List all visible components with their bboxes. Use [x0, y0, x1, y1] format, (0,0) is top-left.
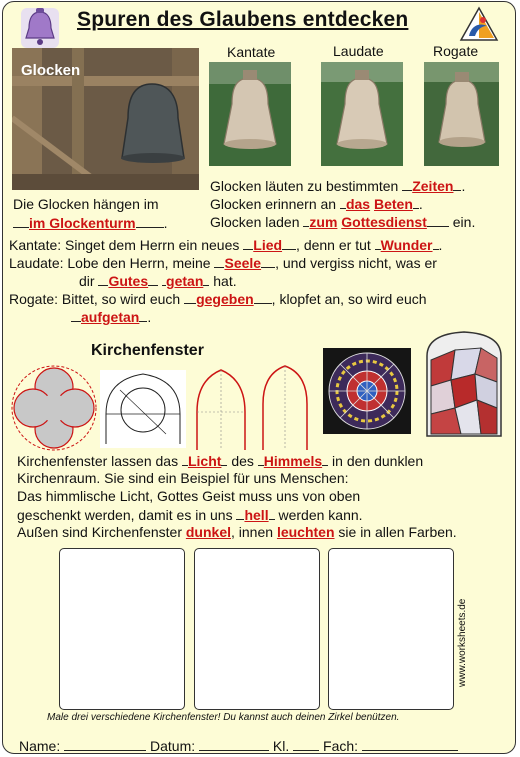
watermark: www.worksheets.de [457, 598, 468, 687]
datum-field[interactable] [199, 736, 269, 751]
verse-kantate-text: Kantate: Singet dem Herrn ein neues [9, 237, 240, 253]
punctuation: . [163, 215, 168, 231]
answer-licht: Licht [187, 453, 222, 469]
page-title: Spuren des Glaubens entdecken [77, 8, 409, 31]
church-bell-photo [12, 48, 199, 190]
bell-name-rogate: Rogate [433, 43, 479, 59]
name-field[interactable] [64, 736, 146, 751]
glocken-line-1-text: Glocken läuten zu bestimmten [210, 178, 399, 194]
fenster-line-1-text: Kirchenfenster lassen das [17, 453, 179, 469]
glocken-intro [13, 195, 159, 213]
answer-gottesdienst: Gottesdienst [341, 214, 427, 230]
glocken-line-1 [210, 176, 465, 195]
verse-laudate-mid: , und vergiss nicht, was er [275, 255, 437, 271]
glocken-line-2-text: Glocken erinnern an [210, 196, 337, 212]
fenster-line-2: Kirchenraum. Sie sind ein Beispiel für uns Menschen: [17, 470, 349, 486]
glocken-intro-answer-line [13, 213, 167, 232]
answer-beten: Beten [373, 196, 413, 212]
gothic-arch-icon-2 [257, 364, 313, 452]
klasse-label: Kl. [272, 738, 290, 754]
verse-laudate [9, 253, 437, 272]
kirchenfenster-heading: Kirchenfenster [91, 342, 204, 359]
fenster-line-4 [17, 505, 363, 524]
answer-himmels: Himmels [263, 453, 323, 469]
arch-construction-icon [100, 370, 186, 448]
punctuation: . [461, 178, 466, 194]
worksheet [2, 1, 516, 754]
fenster-line-4-text: geschenkt werden, damit es in uns [17, 507, 233, 523]
worksheets-logo-icon [459, 6, 499, 42]
punctuation: . [147, 309, 152, 325]
fenster-line-5 [17, 523, 457, 541]
drawing-instruction: Male drei verschiedene Kirchenfenster! Du kannst auch deinen Zirkel benützen. [47, 712, 400, 723]
fenster-line-1-mid: des [231, 453, 254, 469]
fenster-line-1-end: in den dunklen [332, 453, 424, 469]
punctuation: . [438, 237, 443, 253]
answer-das: das [345, 196, 371, 212]
drawing-box-3[interactable] [328, 548, 454, 710]
answer-wunder: Wunder [380, 237, 433, 253]
answer-zeiten: Zeiten [412, 178, 454, 194]
verse-laudate-2-text: dir [79, 273, 95, 289]
stained-glass-window-icon [425, 330, 503, 438]
fenster-line-1 [17, 451, 423, 470]
bell-name-kantate: Kantate [227, 44, 276, 60]
answer-seele: Seele [224, 255, 262, 271]
answer-glockenturm: im Glockenturm [29, 215, 136, 231]
verse-laudate-2-end: hat. [213, 273, 237, 289]
drawing-box-2[interactable] [194, 548, 320, 710]
answer-gutes: Gutes [108, 273, 149, 289]
answer-getan: getan [166, 273, 204, 289]
answer-gegeben: gegeben [196, 291, 254, 307]
answer-aufgetan: aufgetan [81, 309, 140, 325]
punctuation: . [418, 196, 423, 212]
glocken-intro-text: Die Glocken hängen im [13, 196, 159, 212]
quatrefoil-window-icon [9, 364, 99, 452]
verse-laudate-text: Laudate: Lobe den Herrn, meine [9, 255, 211, 271]
glocken-line-3-end: ein. [452, 214, 476, 230]
photo-label-glocken: Glocken [21, 62, 81, 79]
fenster-line-5-end: sie in allen Farben. [338, 524, 457, 540]
rose-window-icon [323, 348, 411, 434]
fach-field[interactable] [362, 736, 458, 751]
answer-leuchten: leuchten [276, 524, 335, 540]
verse-rogate-text: Rogate: Bittet, so wird euch [9, 291, 181, 307]
answer-dunkel: dunkel [185, 524, 231, 540]
verse-laudate-2 [79, 271, 237, 290]
fenster-line-5-mid: , innen [231, 524, 274, 540]
bell-photo-rogate [424, 62, 499, 166]
footer [19, 736, 458, 754]
glocken-line-2 [210, 194, 423, 213]
fenster-line-5-text: Außen sind Kirchenfenster [17, 524, 182, 540]
verse-rogate-mid: , klopfet an, so wird euch [271, 291, 427, 307]
bell-photo-kantate [209, 62, 291, 166]
datum-label: Datum: [150, 738, 196, 754]
answer-lied: Lied [253, 237, 283, 253]
glocken-line-3 [210, 212, 475, 231]
answer-hell: hell [244, 507, 269, 523]
verse-kantate [9, 235, 442, 254]
answer-zum: zum [309, 214, 338, 230]
fenster-line-3: Das himmlische Licht, Gottes Geist muss uns von oben [17, 488, 361, 504]
gothic-arch-icon [191, 368, 251, 452]
verse-rogate-2 [71, 307, 151, 326]
name-label: Name: [19, 738, 61, 754]
klasse-field[interactable] [293, 736, 319, 751]
fach-label: Fach: [323, 738, 359, 754]
drawing-box-1[interactable] [59, 548, 185, 710]
bell-name-laudate: Laudate [333, 43, 384, 59]
verse-rogate [9, 289, 427, 308]
glocken-line-3-text: Glocken laden [210, 214, 300, 230]
verse-kantate-mid: , denn er tut [296, 237, 371, 253]
bell-photo-laudate [321, 62, 403, 166]
bell-icon [17, 6, 63, 50]
fenster-line-4-end: werden kann. [278, 507, 363, 523]
